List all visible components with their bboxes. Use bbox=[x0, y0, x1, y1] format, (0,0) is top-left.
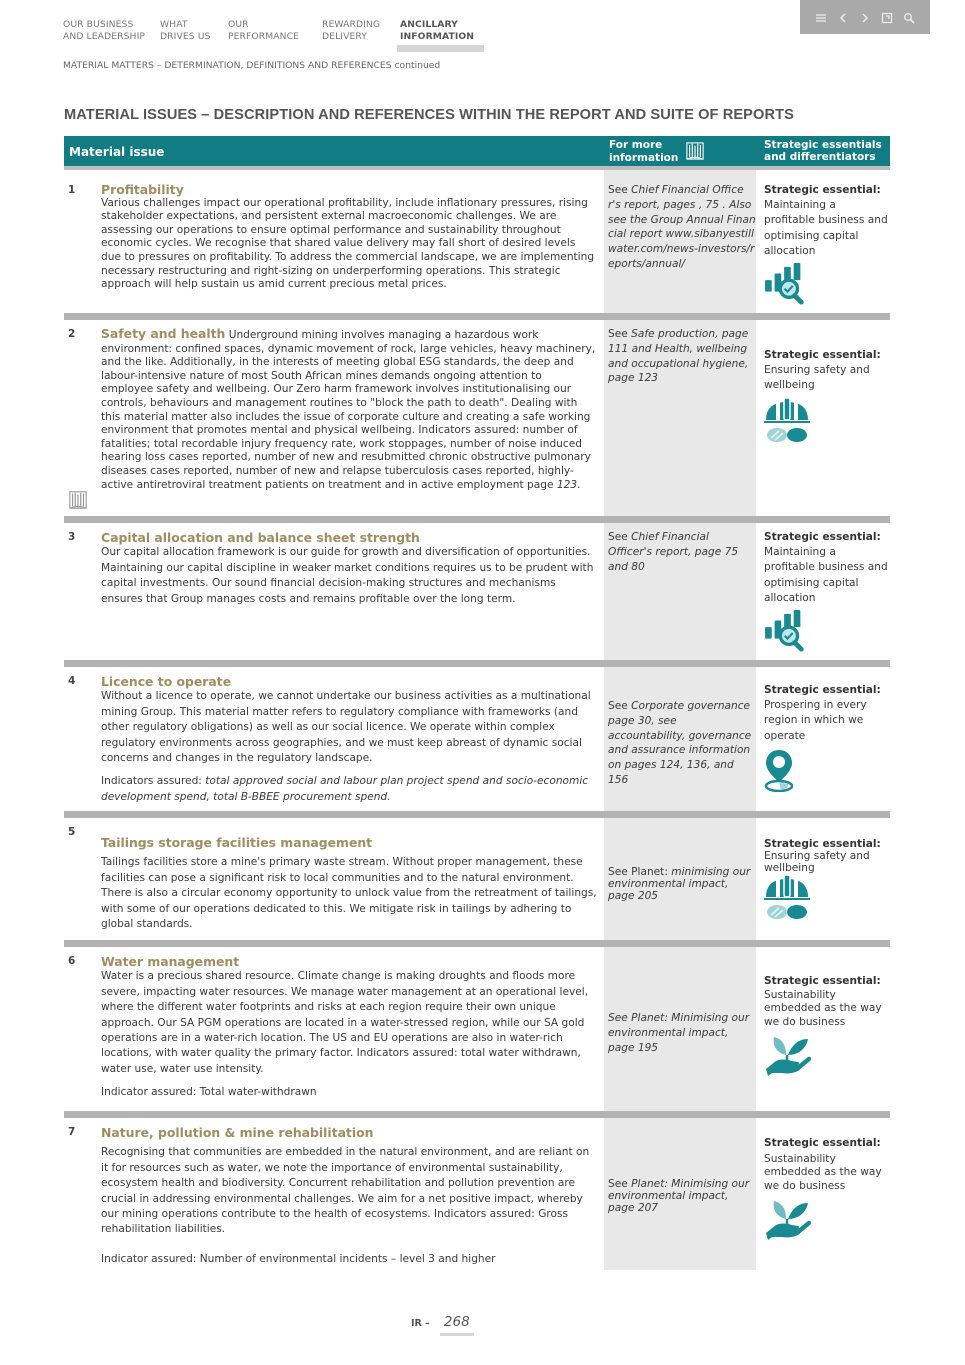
indicator-text: total approved social and labour plan project spend and socio-economic development spend, total B-BBEE procurement spend. bbox=[101, 775, 589, 803]
strategic-cell bbox=[764, 348, 889, 444]
nav-label: WHAT bbox=[160, 19, 188, 30]
strategic-cell bbox=[764, 838, 889, 921]
ref-link[interactable]: Chief Financial Officer's report, page 75 and 80 bbox=[608, 531, 739, 573]
strat-label: Strategic essential: bbox=[764, 531, 881, 543]
row-divider bbox=[64, 1111, 890, 1118]
issue-cell bbox=[101, 954, 597, 1101]
chart-magnifier-icon bbox=[764, 263, 810, 305]
ref-prefix: See bbox=[608, 328, 632, 340]
row-divider bbox=[64, 660, 890, 667]
issue-description: Recognising that communities are embedded in the natural environment, and are reliant on it for resources such as water, we note the importance of environmental sustainability, ecosystem health and biodiversity. Concurrent rehabilitation and pollution prevention are crucial in addressing environmental challenges. We aim for a net positive impact, whereby our mining operations contribute to the health of ecosystems. Indicators assured: Gross rehabilitation liabilities. bbox=[101, 1146, 590, 1236]
nav-what-drives-us[interactable] bbox=[160, 19, 228, 42]
header-label: information bbox=[609, 151, 679, 164]
print-icon[interactable] bbox=[880, 11, 894, 25]
header-label: Strategic essentials bbox=[764, 139, 882, 151]
row-divider bbox=[64, 811, 890, 818]
issue-title: Licence to operate bbox=[101, 674, 232, 689]
strat-label: Strategic essential: bbox=[764, 349, 881, 361]
strat-label: Strategic essential: bbox=[764, 184, 881, 196]
issue-description: Our capital allocation framework is our guide for growth and diversification of opportunities. Maintaining our capital discipline in weaker market conditions requires us to be prudent with capital investments. Our sound financial decision-making structures and mechanisms ensures that Group manages costs and remains profitable over the long term. bbox=[101, 546, 594, 605]
nav-our-business[interactable] bbox=[63, 19, 160, 42]
nav-label: INFORMATION bbox=[400, 30, 475, 42]
page-footer bbox=[411, 1314, 474, 1336]
nav-our-performance[interactable] bbox=[228, 19, 322, 42]
indicator-label: Indicators assured: bbox=[101, 775, 206, 788]
chevron-right-icon[interactable] bbox=[858, 11, 872, 25]
ref-prefix: See bbox=[608, 184, 632, 196]
nav-ancillary-information[interactable] bbox=[400, 19, 484, 42]
issue-cell bbox=[101, 1125, 597, 1267]
issue-cell bbox=[101, 183, 597, 292]
strat-label: Strategic essential: bbox=[764, 975, 881, 987]
reference-cell bbox=[608, 1011, 756, 1055]
hardhat-goggles-icon bbox=[764, 875, 810, 921]
row-divider bbox=[64, 313, 890, 320]
issue-cell bbox=[101, 674, 597, 805]
ref-prefix: See bbox=[608, 531, 632, 543]
strat-text: Ensuring safety and wellbeing bbox=[764, 364, 870, 392]
header-label: and differentiators bbox=[764, 150, 876, 163]
reference-cell bbox=[608, 866, 756, 902]
issue-description: Water is a precious shared resource. Climate change is making droughts and floods more severe, impacting water resources. We manage water management at an operational level, where the different water footprints and risks at each region require their own unique approach. Our SA PGM operations are located in a water-stressed region, while our SA gold operations are in a water-rich location. The US and EU operations are also in water-rich locations, with water quality the primary factor. Indicators assured: total water withdrawn, water use, water use intensity. bbox=[101, 970, 589, 1075]
reference-cell bbox=[608, 183, 756, 272]
nav-label: AND LEADERSHIP bbox=[63, 30, 146, 42]
row-number: 7 bbox=[68, 1126, 76, 1138]
book-icon bbox=[686, 141, 704, 161]
row-divider bbox=[64, 940, 890, 947]
chevron-left-icon[interactable] bbox=[836, 11, 850, 25]
strat-text: Maintaining a profitable business and optimising capital allocation bbox=[764, 199, 888, 257]
nav-label: OUR bbox=[228, 19, 249, 30]
header-strategic-essentials bbox=[764, 140, 882, 163]
ref-link[interactable]: See Planet: Minimising our environmental impact, page 195 bbox=[608, 1012, 750, 1054]
strat-label: Strategic essential: bbox=[764, 684, 881, 696]
chart-magnifier-icon bbox=[764, 610, 810, 652]
strat-text: Ensuring safety and wellbeing bbox=[764, 850, 870, 874]
strategic-cell bbox=[764, 975, 889, 1077]
strategic-cell bbox=[764, 683, 889, 792]
strat-text: Maintaining a profitable business and optimising capital allocation bbox=[764, 546, 888, 604]
page-title: MATERIAL ISSUES – DESCRIPTION AND REFERENCES WITHIN THE REPORT AND SUITE OF REPORTS bbox=[64, 107, 794, 123]
ref-prefix: See bbox=[608, 1178, 632, 1190]
header-label: For more bbox=[609, 139, 663, 151]
page-ref[interactable]: 123 bbox=[556, 478, 578, 491]
issue-description: Various challenges impact our operational profitability, include inflationary pressures, rising stakeholder expectations, and persistent external macroeconomic challenges. We are assessing our operations to ensure optimal performance and sustainability throughout economic cycles. We recognise that shared value delivery may fall short of desired levels due to pressures on profitability. To address the commercial landscape, we are implementing necessary restructuring and right-sizing on underperforming operations. This strategic approach will help sustain us amid current precious metal prices. bbox=[101, 196, 595, 291]
indicator-text: Indicator assured: Total water-withdrawn bbox=[101, 1086, 317, 1099]
page-toolbar bbox=[800, 0, 930, 34]
issue-title: Capital allocation and balance sheet strength bbox=[101, 530, 420, 545]
issue-cell bbox=[101, 835, 597, 932]
strat-label: Strategic essential: bbox=[764, 838, 881, 850]
table-header bbox=[64, 136, 890, 166]
strat-text: Prospering in every region in which we operate bbox=[764, 699, 867, 742]
nav-label: ANCILLARY bbox=[400, 19, 458, 30]
issue-title: Water management bbox=[101, 954, 240, 969]
strategic-cell bbox=[764, 1137, 889, 1241]
strategic-cell bbox=[764, 183, 889, 305]
reference-cell bbox=[608, 327, 756, 386]
issue-description: Tailings facilities store a mine's primary waste stream. Without proper management, these facilities can pose a significant risk to local communities and to the natural environment. There is also a circular economy opportunity to unlock value from the retreatment of tailings, with some of our operations dedicated to this. We mitigate risk in tailings by adhering to global standards. bbox=[101, 856, 597, 931]
breadcrumb bbox=[63, 60, 440, 71]
header-divider bbox=[64, 166, 890, 170]
reference-cell bbox=[608, 699, 756, 788]
ref-link[interactable]: Planet: Minimising our environmental impact, page 207 bbox=[608, 1178, 750, 1214]
nav-label: PERFORMANCE bbox=[228, 30, 300, 42]
indicator-text: Indicator assured: Number of environmental incidents – level 3 and higher bbox=[101, 1252, 496, 1265]
reference-cell bbox=[608, 530, 756, 574]
nav-label: DELIVERY bbox=[322, 30, 368, 42]
strat-text: Sustainability embedded as the way we do business bbox=[764, 1152, 882, 1192]
reference-cell bbox=[608, 1178, 756, 1214]
nav-rewarding-delivery[interactable] bbox=[322, 19, 400, 42]
hand-sprout-icon bbox=[764, 1197, 812, 1241]
row-number: 4 bbox=[68, 675, 76, 687]
breadcrumb-section: MATERIAL MATTERS – DETERMINATION, DEFINITIONS AND REFERENCES bbox=[63, 60, 392, 71]
ref-prefix: See bbox=[608, 700, 632, 712]
issue-description: Underground mining involves managing a hazardous work environment: confined spaces, dynamic movement of rock, large vehicles, heavy machinery, and the like. Additionally, in the interests of meeting global ESG standards, the deep and labour-intensive nature of most South African mines demands ongoing attention to employee safety and wellbeing. Our Zero harm framework involves institutionalising our controls, behaviours and management routines to "block the path to death". Dealing with this material matter also includes the issue of corporate culture and creating a safe working environment that promotes mental and physical wellbeing. Indicators assured: number of fatalities; total recordable injury frequency rate, work stoppages, number of noise induced hearing loss cases reported, number of new and resubmitted chronic obstructive pulmonary diseases cases reported, number of new and relapse tuberculosis cases reported, highly-active antiretroviral treatment patients on treatment and in active employment page bbox=[101, 329, 596, 491]
issue-title: Nature, pollution & mine rehabilitation bbox=[101, 1125, 374, 1140]
strategic-cell bbox=[764, 530, 889, 652]
issue-cell: Safety and health Underground mining involves managing a hazardous work environment: confined spaces, dynamic movement of rock, large vehicles, heavy machinery, and the like. Additionally, in the interests of meeting global ESG standards, the deep and labour-intensive nature of most South African mines demands ongoing attention to employee safety and wellbeing. Our Zero harm framework involves institutionalising our controls, behaviours and management routines to "block the path to death". Dealing with this material matter also includes the issue of corporate culture and creating a safe working environment that promotes mental and physical wellbeing. Indicators assured: number of fatalities; total recordable injury frequency rate, work stoppages, number of noise induced hearing loss cases reported, number of new and resubmitted chronic obstructive pulmonary diseases cases reported, number of new and relapse tuberculosis cases reported, highly-active antiretroviral treatment patients on treatment and in active employment page 123. bbox=[101, 326, 596, 491]
issue-title: Tailings storage facilities management bbox=[101, 835, 373, 850]
strat-text: Sustainability embedded as the way we do business bbox=[764, 988, 882, 1028]
row-divider bbox=[64, 516, 890, 523]
book-icon bbox=[68, 490, 88, 510]
ref-prefix: See Planet: bbox=[608, 866, 672, 878]
header-material-issue: Material issue bbox=[69, 145, 165, 159]
search-icon[interactable] bbox=[902, 11, 916, 25]
row-number: 2 bbox=[68, 328, 76, 340]
breadcrumb-suffix: continued bbox=[394, 60, 441, 71]
location-pin-icon bbox=[764, 748, 794, 792]
nav-label: DRIVES US bbox=[160, 30, 211, 42]
nav-label: REWARDING bbox=[322, 19, 381, 30]
strat-label: Strategic essential: bbox=[764, 1137, 881, 1149]
active-nav-indicator bbox=[397, 45, 484, 52]
issue-description: Without a licence to operate, we cannot undertake our business activities as a multinational mining Group. This material matter refers to regulatory compliance with frameworks (and other regulatory obligations) as well as our social licence. We operate within complex regulatory environments across geographies, and we must keep abreast of dynamic social concerns and changes in the regulatory landscape. bbox=[101, 690, 591, 765]
row-number: 1 bbox=[68, 184, 76, 196]
header-more-info bbox=[609, 139, 678, 164]
report-label: IR – bbox=[411, 1318, 430, 1329]
ref-link[interactable]: minimising our environmental impact, page 205 bbox=[608, 866, 751, 902]
issue-title: Profitability bbox=[101, 182, 184, 197]
issue-title: Safety and health bbox=[101, 326, 226, 341]
section-nav bbox=[63, 19, 484, 42]
row-number: 3 bbox=[68, 531, 76, 543]
menu-icon[interactable] bbox=[814, 11, 828, 25]
hand-sprout-icon bbox=[764, 1033, 812, 1077]
row-number: 5 bbox=[68, 826, 76, 838]
nav-label: OUR BUSINESS bbox=[63, 19, 134, 30]
issue-cell bbox=[101, 530, 597, 607]
ref-link[interactable]: Corporate governance page 30, see accountability, governance and assurance information on pages 124, 136, and 156 bbox=[608, 700, 752, 786]
row-number: 6 bbox=[68, 955, 76, 967]
ref-link[interactable]: Chief Financial Officer's report, pages , 75 . Also see the Group Annual Financial report www.sibanyestillwater.com/news-investors/reports/annual/ bbox=[608, 184, 756, 270]
page-number: 268 bbox=[440, 1314, 474, 1336]
ref-link[interactable]: Safe production, page 111 and Health, wellbeing and occupational hygiene, page 123 bbox=[608, 328, 749, 385]
hardhat-goggles-icon bbox=[764, 398, 810, 444]
